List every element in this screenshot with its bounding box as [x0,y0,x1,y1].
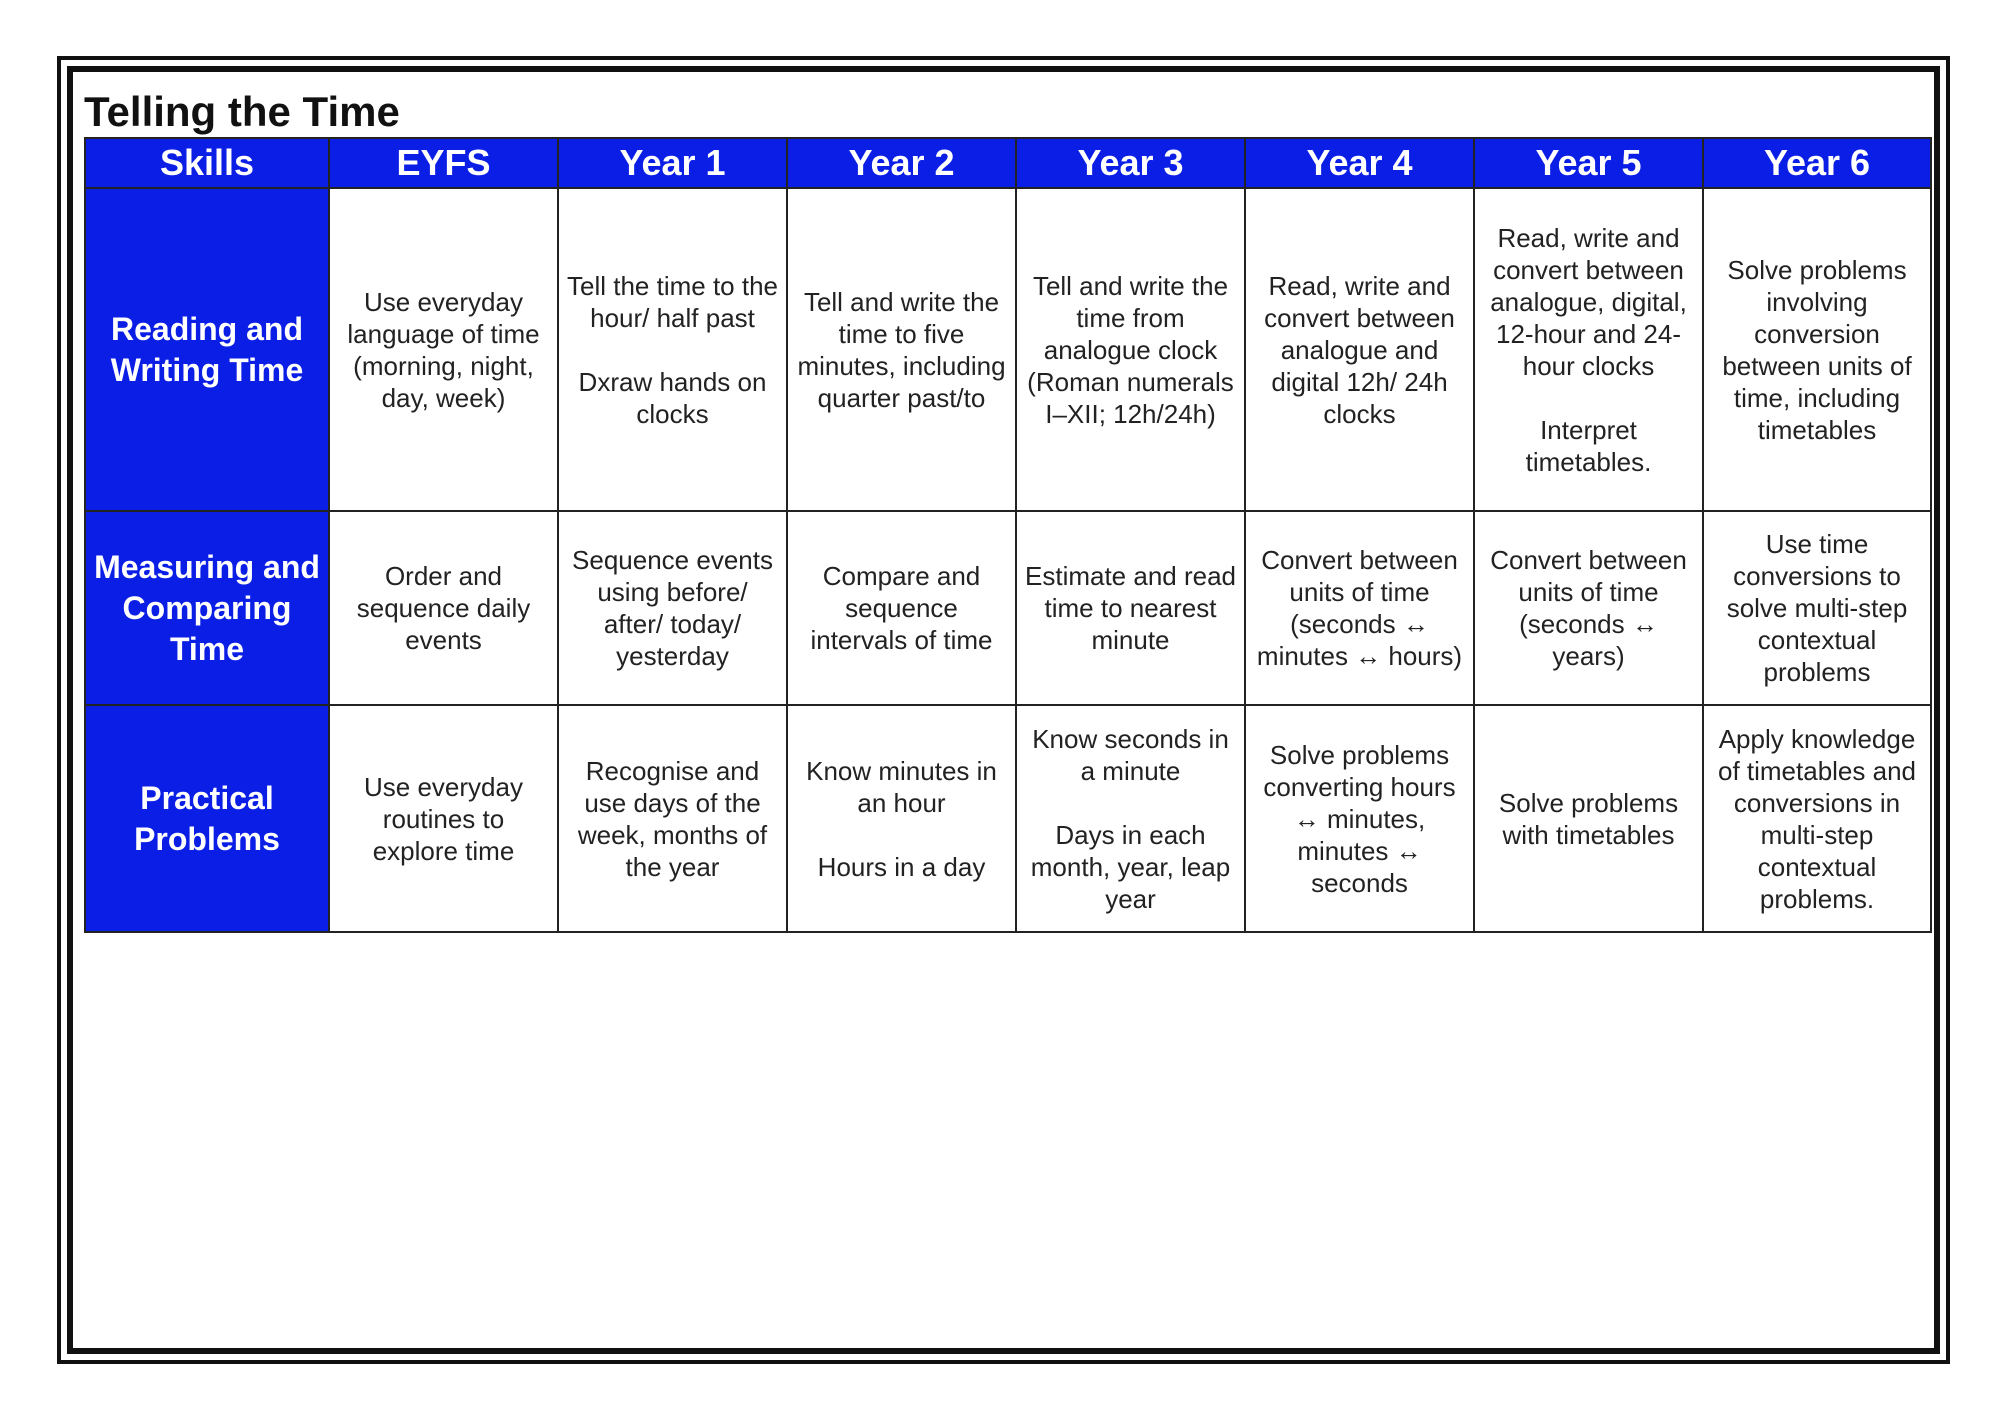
table-cell: Convert between units of time (seconds ↔ minutes ↔ hours) [1245,511,1474,705]
header-year-4: Year 4 [1245,138,1474,188]
table-cell: Apply knowledge of timetables and conversions in multi-step contextual problems. [1703,705,1931,932]
skill-label: Measuring and Comparing Time [85,511,329,705]
table-cell: Tell and write the time from analogue clock (Roman numerals I–XII; 12h/24h) [1016,188,1245,511]
header-year-3: Year 3 [1016,138,1245,188]
table-cell: Solve problems converting hours ↔ minutes, minutes ↔ seconds [1245,705,1474,932]
table-cell: Know minutes in an hour Hours in a day [787,705,1016,932]
table-cell: Convert between units of time (seconds ↔ years) [1474,511,1703,705]
curriculum-table [84,137,1932,933]
table-cell: Solve problems with timetables [1474,705,1703,932]
page-title: Telling the Time [84,88,400,135]
table-row [85,511,1931,705]
table-cell: Tell the time to the hour/ half past Dxraw hands on clocks [558,188,787,511]
table-cell: Order and sequence daily events [329,511,558,705]
skill-label: Reading and Writing Time [85,188,329,511]
table-cell: Sequence events using before/ after/ today/ yesterday [558,511,787,705]
table-cell: Recognise and use days of the week, months of the year [558,705,787,932]
table-cell: Use everyday routines to explore time [329,705,558,932]
header-skills: Skills [85,138,329,188]
header-row [85,138,1931,188]
table-cell: Read, write and convert between analogue, digital, 12-hour and 24-hour clocks Interpret timetables. [1474,188,1703,511]
table-cell: Use time conversions to solve multi-step contextual problems [1703,511,1931,705]
table-row [85,188,1931,511]
skill-label: Practical Problems [85,705,329,932]
table-cell: Compare and sequence intervals of time [787,511,1016,705]
table-cell: Estimate and read time to nearest minute [1016,511,1245,705]
table-cell: Tell and write the time to five minutes, including quarter past/to [787,188,1016,511]
header-year-6: Year 6 [1703,138,1931,188]
table-cell: Know seconds in a minute Days in each month, year, leap year [1016,705,1245,932]
header-year-5: Year 5 [1474,138,1703,188]
table-cell: Use everyday language of time (morning, night, day, week) [329,188,558,511]
table-cell: Read, write and convert between analogue and digital 12h/ 24h clocks [1245,188,1474,511]
header-year-2: Year 2 [787,138,1016,188]
header-year-1: Year 1 [558,138,787,188]
header-eyfs: EYFS [329,138,558,188]
table-row [85,705,1931,932]
table-cell: Solve problems involving conversion between units of time, including timetables [1703,188,1931,511]
